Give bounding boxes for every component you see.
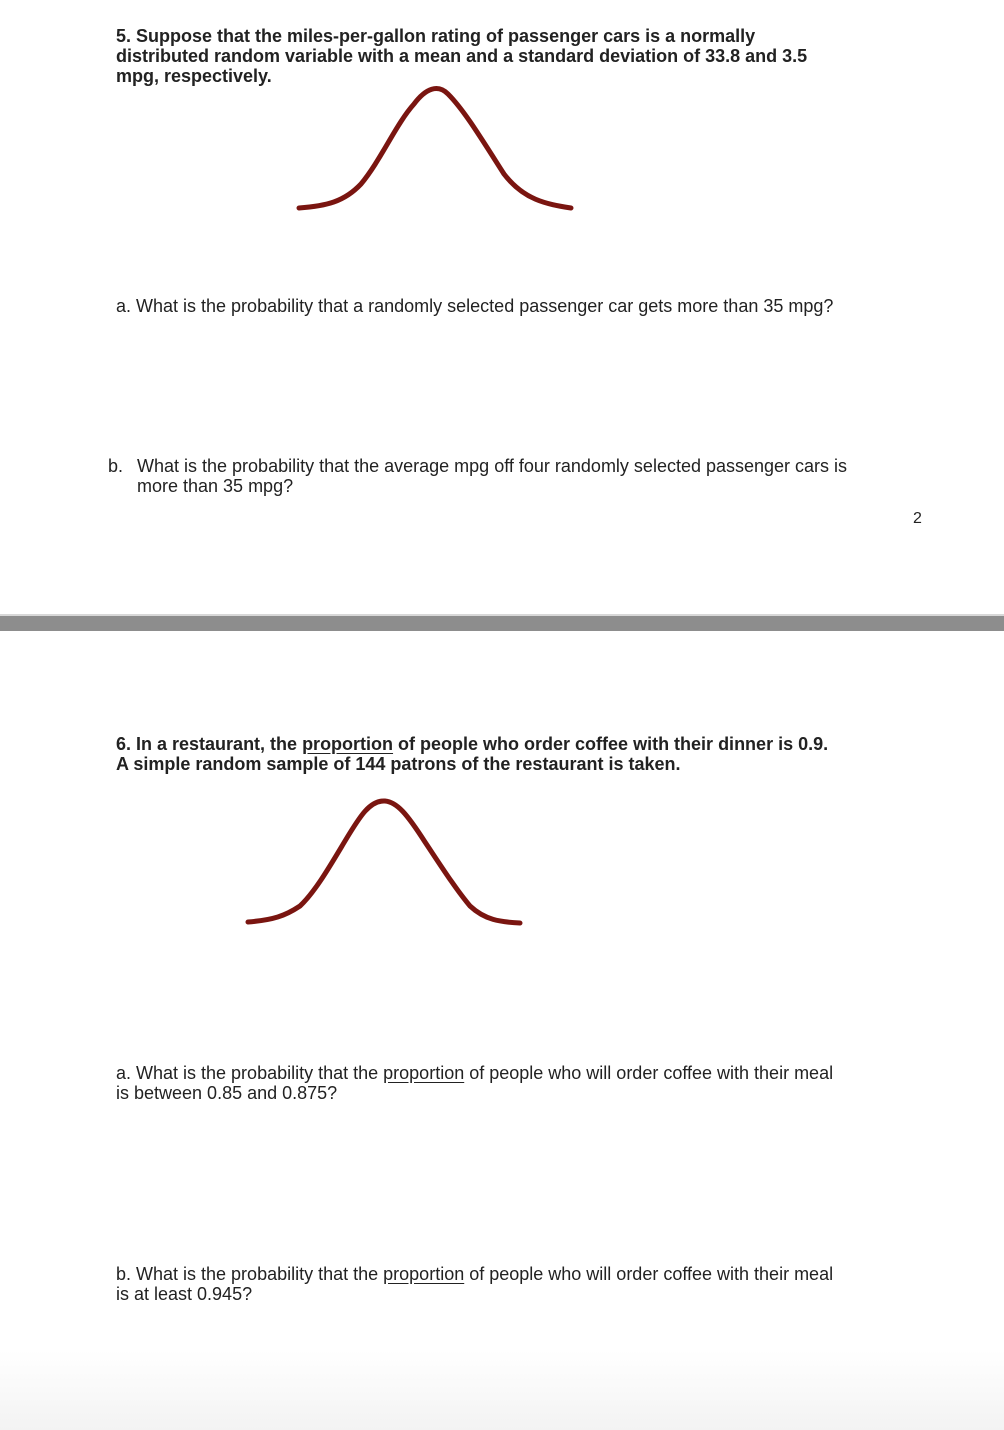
question-5b: What is the probability that the average mpg off four randomly selected passenger cars is more than 35 mpg? xyxy=(137,456,848,496)
question-5a: a. What is the probability that a randomly selected passenger car gets more than 35 mpg? xyxy=(116,296,834,316)
proportion-link[interactable]: proportion xyxy=(383,1264,465,1284)
q6b-text-1: b. What is the probability that the xyxy=(116,1264,384,1284)
question-5-prompt: 5. Suppose that the miles-per-gallon rating of passenger cars is a normally distributed random variable with a mean and a standard deviation of 33.8 and 3.5 mpg, respectively. xyxy=(116,26,808,86)
proportion-link[interactable]: proportion xyxy=(383,1063,465,1083)
q6-prompt-text-2: of people who order coffee with their dinner is 0.9. A simple random sample of 144 patrons of the restaurant is taken. xyxy=(116,734,829,774)
q6a-text-1: a. What is the probability that the xyxy=(116,1063,384,1083)
proportion-link[interactable]: proportion xyxy=(302,734,394,754)
document-page-3 xyxy=(0,631,1004,1430)
page-number: 2 xyxy=(913,510,922,527)
page-separator xyxy=(0,614,1004,631)
normal-curve-sketch-q6 xyxy=(245,796,525,926)
question-6-prompt xyxy=(116,734,936,774)
q6b-text-2: of people who will order coffee with their meal is at least 0.945? xyxy=(116,1264,834,1304)
document-page-2 xyxy=(0,0,1004,614)
question-5b-label: b. xyxy=(108,456,124,476)
question-6b xyxy=(116,1264,936,1304)
q6a-text-2: of people who will order coffee with their meal is between 0.85 and 0.875? xyxy=(116,1063,834,1103)
q6-prompt-text-1: 6. In a restaurant, the xyxy=(116,734,303,754)
normal-curve-sketch-q5 xyxy=(296,84,576,214)
question-6a xyxy=(116,1063,936,1103)
